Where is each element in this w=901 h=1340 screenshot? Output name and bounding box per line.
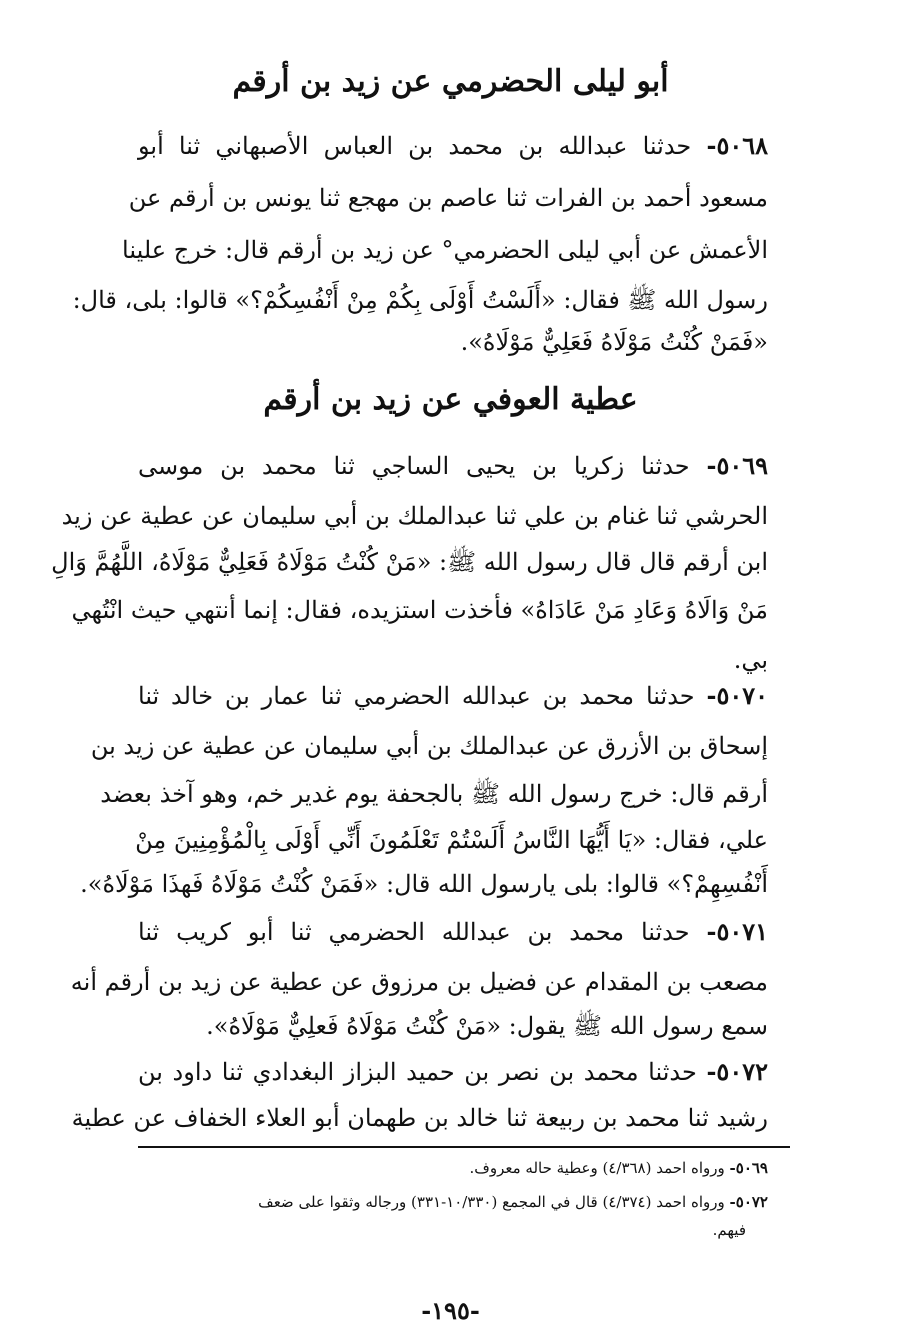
footnote-number: ٥٠٧٢- bbox=[729, 1193, 768, 1211]
paragraph-5069-line-4: مَنْ وَالَاهُ وَعَادِ مَنْ عَادَاهُ» فأخذت استزيده، فقال: إنما أنتهي حيث انْتُهي bbox=[71, 596, 768, 624]
hadith-number: ٥٠٧٢- bbox=[706, 1057, 768, 1086]
line-text: حدثنا محمد بن عبدالله الحضرمي ثنا عمار بن خالد ثنا bbox=[138, 682, 695, 710]
paragraph-5069-line-1 bbox=[138, 446, 768, 486]
page-number: -١٩٥- bbox=[421, 1296, 480, 1325]
section-heading-atiyya: عطية العوفي عن زيد بن أرقم bbox=[263, 382, 638, 417]
paragraph-5070-line-2: إسحاق بن الأزرق عن عبدالملك بن أبي سليمان عن عطية عن زيد بن bbox=[90, 732, 768, 760]
line-text: حدثنا زكريا بن يحيى الساجي ثنا محمد بن موسى bbox=[138, 452, 690, 480]
paragraph-5072-line-2: رشيد ثنا محمد بن ربيعة ثنا خالد بن طهمان أبو العلاء الخفاف عن عطية bbox=[71, 1104, 768, 1132]
footnote-5072-continuation: فيهم. bbox=[712, 1221, 746, 1239]
footnote-number: ٥٠٦٩- bbox=[729, 1159, 768, 1177]
line-text: حدثنا محمد بن عبدالله الحضرمي ثنا أبو كريب ثنا bbox=[138, 918, 690, 946]
footnote-5069 bbox=[138, 1156, 768, 1180]
paragraph-5070-line-1 bbox=[138, 676, 768, 716]
hadith-number: ٥٠٧٠- bbox=[706, 681, 768, 710]
paragraph-5070-line-3: أرقم قال: خرج رسول الله ﷺ بالجحفة يوم غدير خم، وهو آخذ بعضد bbox=[100, 780, 768, 808]
footnote-text: ورواه احمد (٤/٣٦٨) وعطية حاله معروف. bbox=[469, 1159, 725, 1177]
footnote-5072 bbox=[138, 1190, 768, 1214]
paragraph-5072-line-1 bbox=[138, 1052, 768, 1092]
paragraph-5071-line-3: سمع رسول الله ﷺ يقول: «مَنْ كُنْتُ مَوْلَاهُ فَعلِيٌّ مَوْلَاهُ». bbox=[206, 1012, 768, 1040]
line-text: حدثنا محمد بن نصر بن حميد البزاز البغدادي ثنا داود بن bbox=[138, 1058, 697, 1086]
footnote-divider bbox=[138, 1146, 790, 1148]
paragraph-5069-line-2: الحرشي ثنا غنام بن علي ثنا عبدالملك بن أبي سليمان عن عطية عن زيد bbox=[61, 502, 768, 530]
footnote-text: ورواه احمد (٤/٣٧٤) قال في المجمع (١٠/٣٣٠-٣٣١) ورجاله وثقوا على ضعف bbox=[258, 1193, 725, 1211]
paragraph-5068-line-5: «فَمَنْ كُنْتُ مَوْلَاهُ فَعَلِيٌّ مَوْلَاهُ». bbox=[460, 328, 768, 356]
paragraph-5068-line-3: الأعمش عن أبي ليلى الحضرمي° عن زيد بن أرقم قال: خرج علينا bbox=[122, 236, 768, 264]
paragraph-5071-line-1 bbox=[138, 912, 768, 952]
section-heading-abu-layla: أبو ليلى الحضرمي عن زيد بن أرقم bbox=[232, 64, 669, 99]
line-text: حدثنا عبدالله بن محمد بن العباس الأصبهاني ثنا أبو bbox=[138, 132, 692, 160]
paragraph-5068-line-2: مسعود أحمد بن الفرات ثنا عاصم بن مهجع ثنا يونس بن أرقم عن bbox=[128, 184, 768, 212]
hadith-number: ٥٠٦٩- bbox=[706, 451, 768, 480]
paragraph-5068-line-4: رسول الله ﷺ فقال: «أَلَسْتُ أَوْلَى بِكُمْ مِنْ أَنْفُسِكُمْ؟» قالوا: بلى، قال: bbox=[72, 286, 768, 314]
paragraph-5070-line-5: أَنْفُسِهِمْ؟» قالوا: بلى يارسول الله قال: «فَمَنْ كُنْتُ مَوْلَاهُ فَهذَا مَوْلَاهُ». bbox=[80, 870, 768, 898]
hadith-number: ٥٠٧١- bbox=[706, 917, 768, 946]
paragraph-5069-line-3: ابن أرقم قال قال رسول الله ﷺ: «مَنْ كُنْتُ مَوْلَاهُ فَعَلِيٌّ مَوْلَاهُ، اللَّهُمَّ وَالِ bbox=[51, 548, 768, 576]
paragraph-5068-line-1 bbox=[138, 126, 768, 166]
paragraph-5070-line-4: علي، فقال: «يَا أَيُّهَا النَّاسُ أَلَسْتُمْ تَعْلَمُونَ أَنِّي أَوْلَى بِالْمُؤْمِنِينَ مِنْ bbox=[135, 826, 768, 854]
paragraph-5071-line-2: مصعب بن المقدام عن فضيل بن مرزوق عن عطية عن زيد بن أرقم أنه bbox=[70, 968, 768, 996]
paragraph-5069-line-5: بي. bbox=[733, 646, 768, 674]
hadith-number: ٥٠٦٨- bbox=[706, 131, 769, 160]
